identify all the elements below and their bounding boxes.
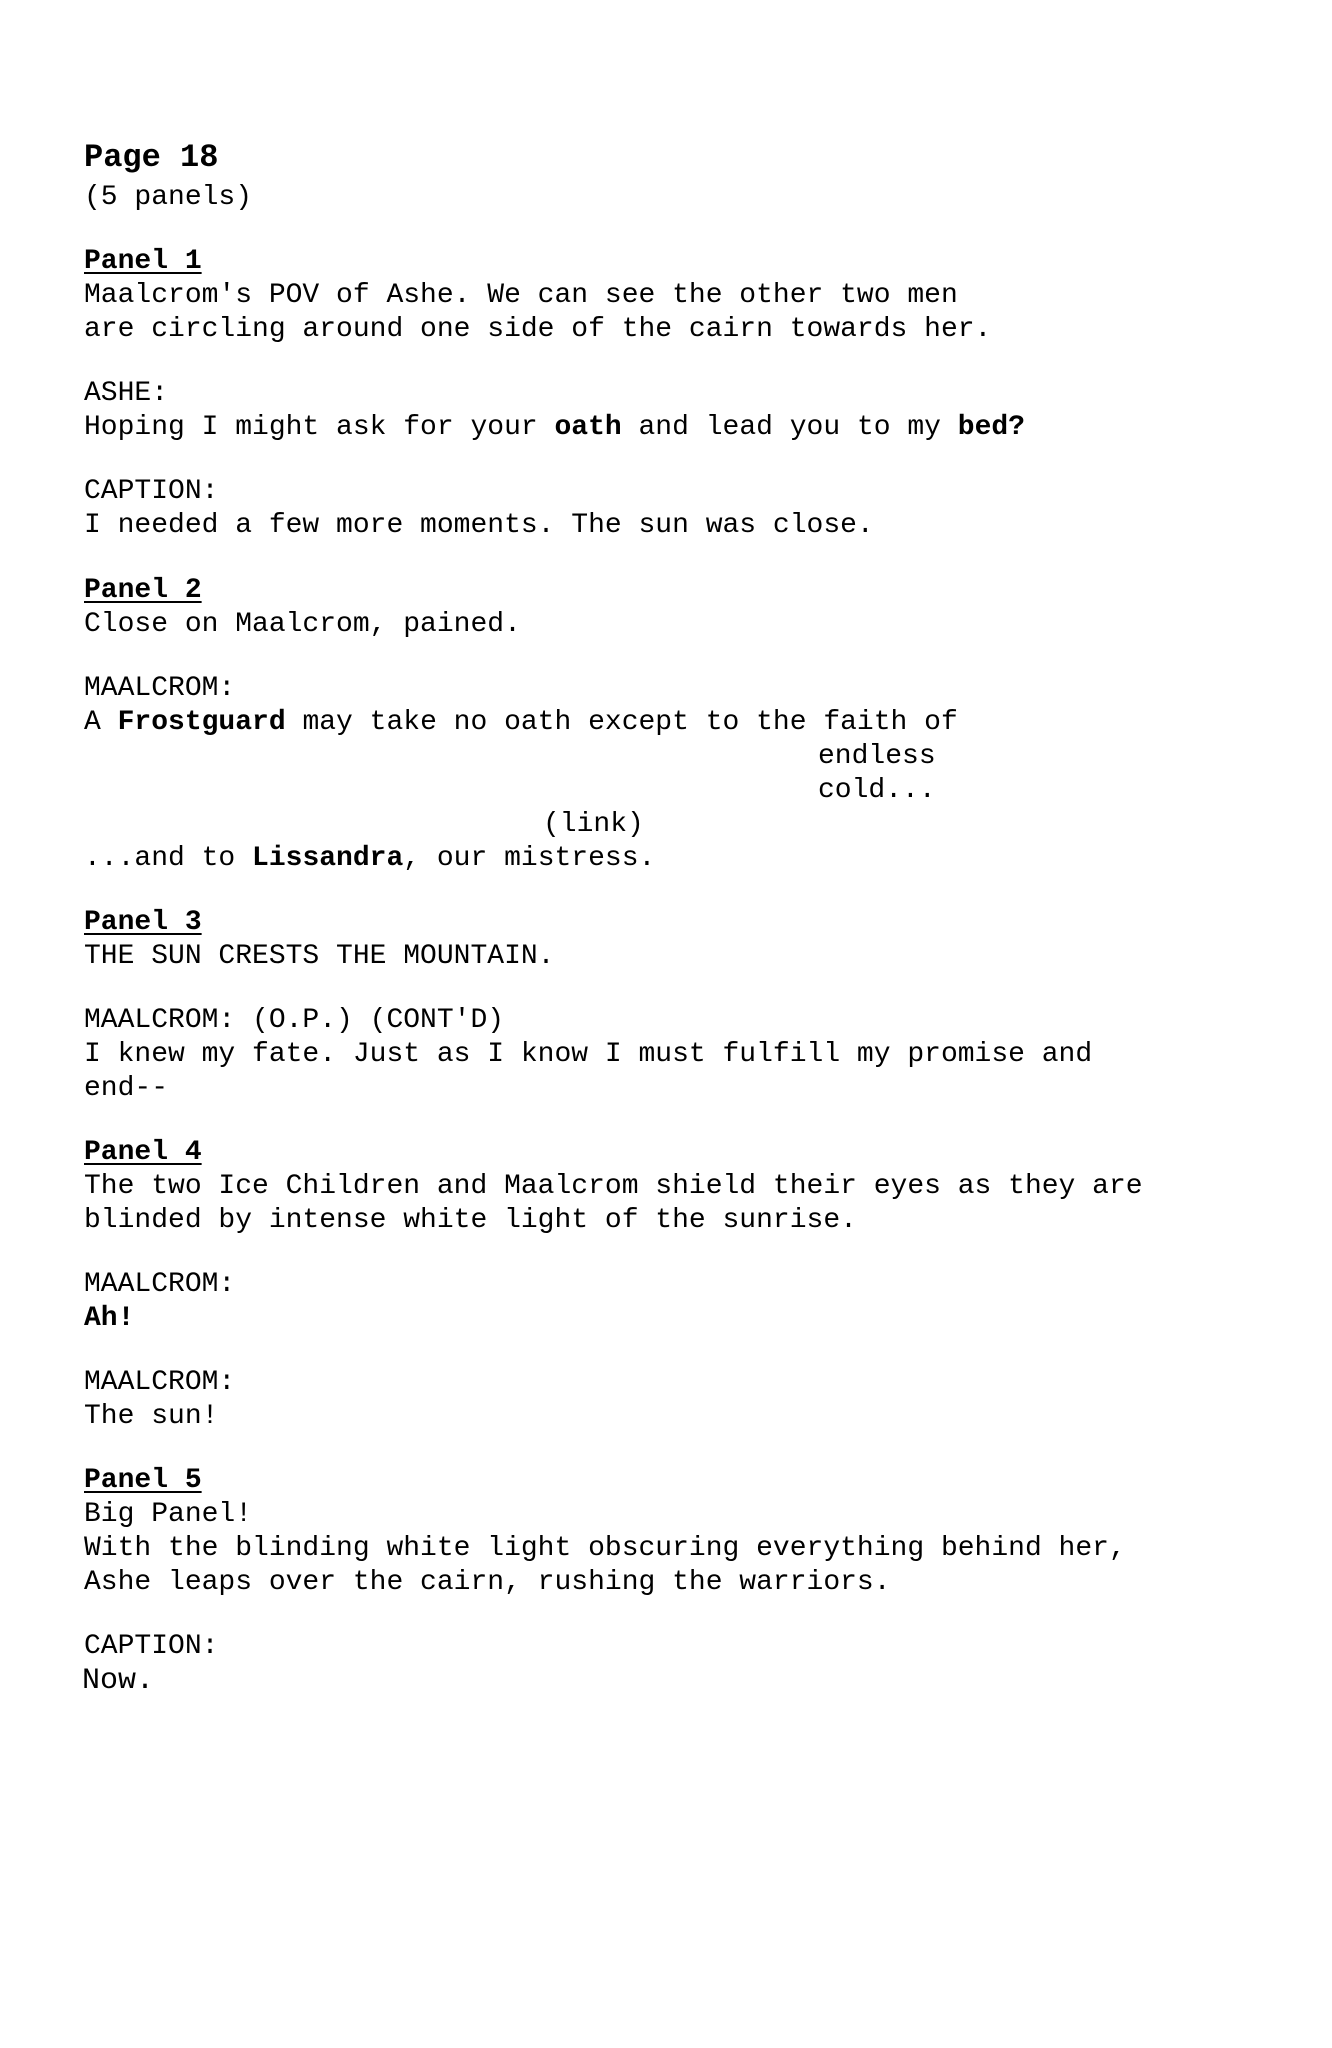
page-title: Page 18 [84, 139, 219, 176]
maalcrom-dialogue-line: endless [818, 741, 936, 772]
maalcrom-dialogue-line: end-- [84, 1073, 169, 1104]
maalcrom-dialogue-line: ...and to Lissandra, our mistress. [84, 843, 656, 874]
maalcrom-speaker-label: MAALCROM: [84, 1269, 236, 1300]
caption-label: CAPTION: [84, 1631, 219, 1662]
maalcrom-dialogue: Ah! [84, 1303, 135, 1334]
panel-5-description-line: Big Panel! [84, 1499, 253, 1530]
maalcrom-dialogue: The sun! [84, 1401, 219, 1432]
link-marker: (link) [543, 809, 644, 840]
panel-1-heading: Panel 1 [84, 246, 202, 277]
panel-3-heading: Panel 3 [84, 907, 202, 938]
panel-1-description-line: are circling around one side of the cairn towards her. [84, 314, 992, 345]
panel-5-description-line: With the blinding white light obscuring everything behind her, [84, 1533, 1126, 1564]
maalcrom-dialogue-line: I knew my fate. Just as I know I must fulfill my promise and [84, 1039, 1093, 1070]
maalcrom-speaker-label: MAALCROM: [84, 1367, 236, 1398]
panel-1-description-line: Maalcrom's POV of Ashe. We can see the other two men [84, 280, 958, 311]
panel-2-description: Close on Maalcrom, pained. [84, 609, 521, 640]
panel-4-description-line: The two Ice Children and Maalcrom shield their eyes as they are [84, 1171, 1143, 1202]
ashe-dialogue: Hoping I might ask for your oath and lead you to my bed? [84, 412, 1025, 443]
caption-text: I needed a few more moments. The sun was close. [84, 510, 874, 541]
panel-5-heading: Panel 5 [84, 1465, 202, 1496]
panel-5-description-line: Ashe leaps over the cairn, rushing the warriors. [84, 1567, 891, 1598]
panel-count: (5 panels) [84, 182, 253, 213]
panel-4-heading: Panel 4 [84, 1137, 202, 1168]
panel-3-description: THE SUN CRESTS THE MOUNTAIN. [84, 941, 555, 972]
caption-label: CAPTION: [84, 476, 219, 507]
maalcrom-speaker-label: MAALCROM: [84, 673, 236, 704]
maalcrom-dialogue-line: cold... [818, 775, 936, 806]
maalcrom-speaker-label: MAALCROM: (O.P.) (CONT'D) [84, 1005, 505, 1036]
panel-2-heading: Panel 2 [84, 575, 202, 606]
panel-4-description-line: blinded by intense white light of the sunrise. [84, 1205, 857, 1236]
caption-text: Now. [82, 1664, 155, 1698]
maalcrom-dialogue-line: A Frostguard may take no oath except to the faith of [84, 707, 958, 738]
ashe-speaker-label: ASHE: [84, 378, 169, 409]
